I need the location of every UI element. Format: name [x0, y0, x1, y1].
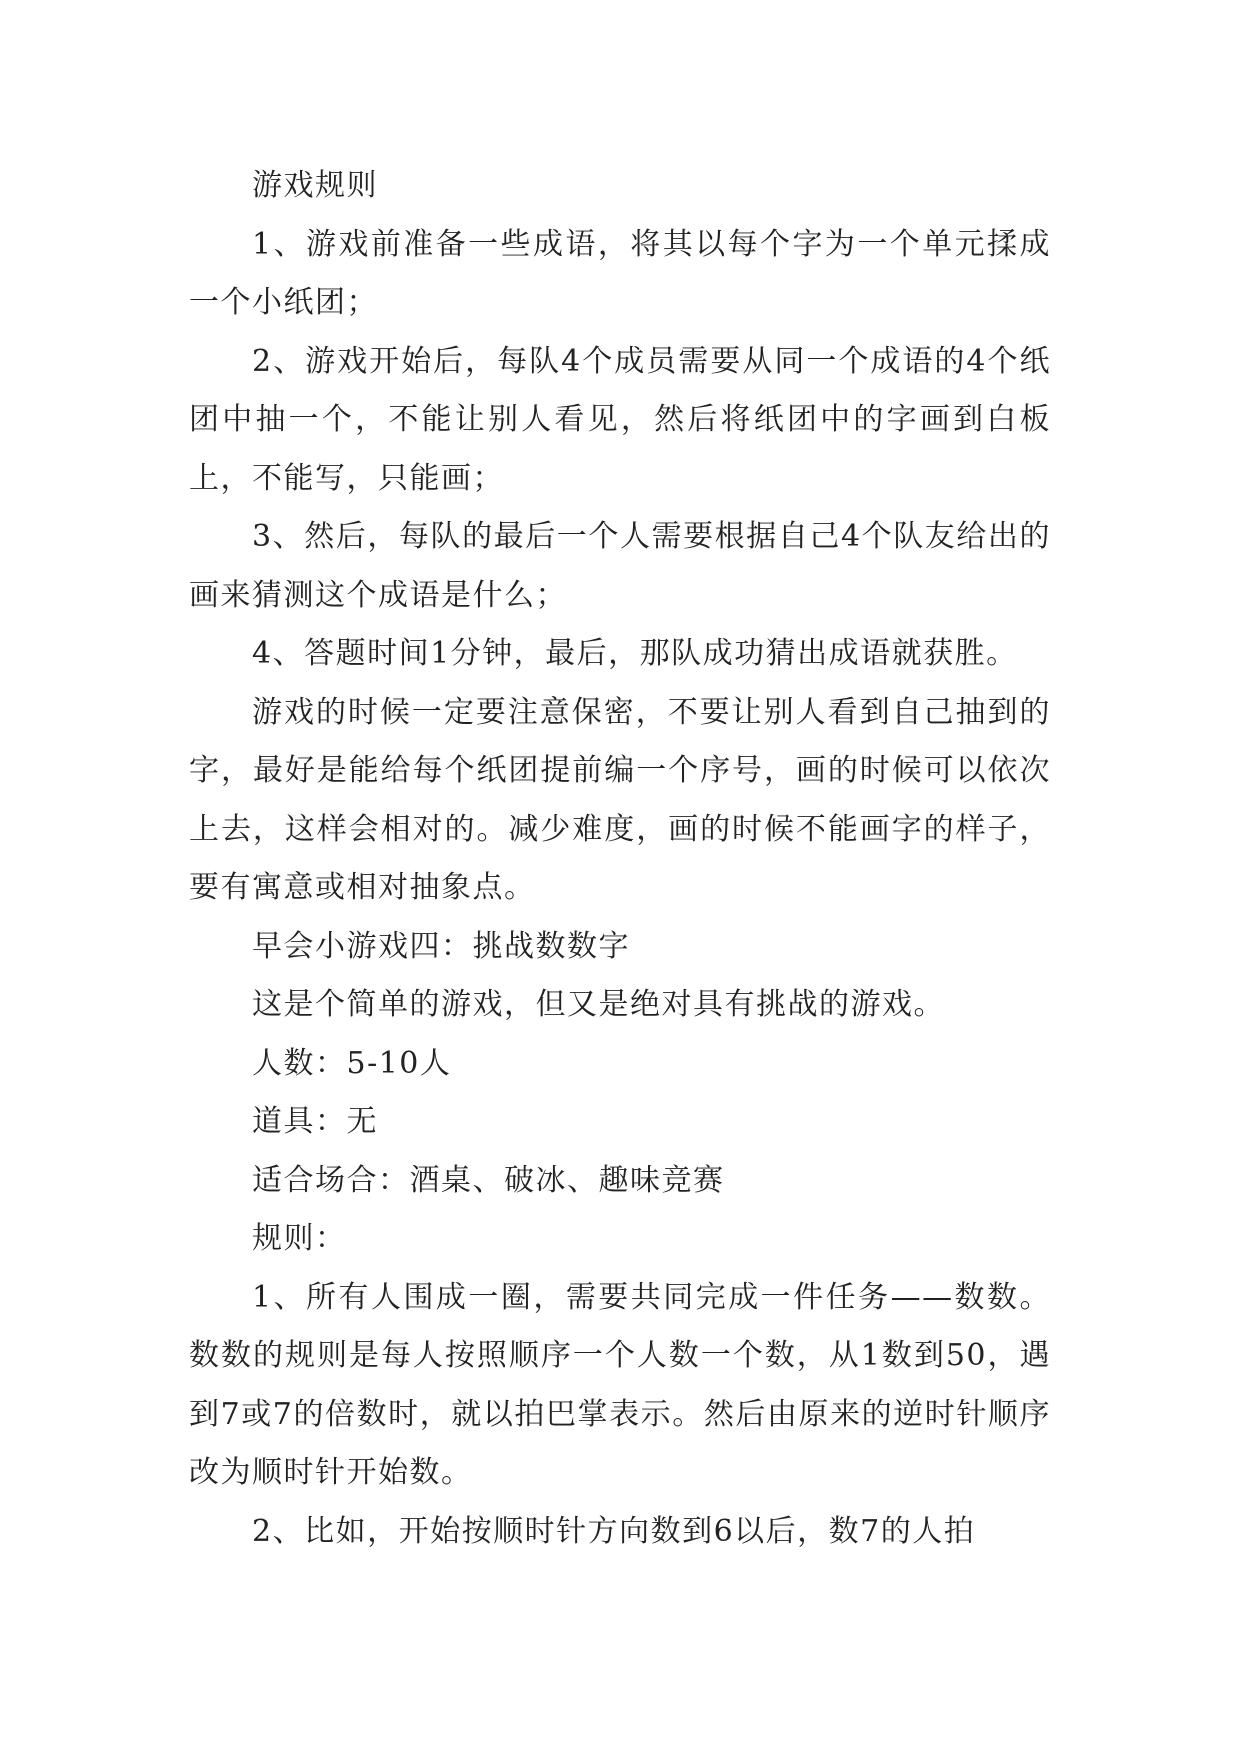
players-line: 人数：5-10人: [252, 1045, 452, 1081]
intro-paragraph: 这是个简单的游戏，但又是绝对具有挑战的游戏。: [252, 987, 945, 1022]
section-heading-game-rules: 游戏规则: [252, 168, 378, 203]
section-heading-game-four: 早会小游戏四：挑战数数字: [252, 928, 630, 964]
document-body: [189, 157, 1051, 1561]
rule-paragraph-3: 3、然后，每队的最后一个人需要根据自己4个队友给出的画来猜测这个成语是什么；: [189, 519, 1051, 613]
rule-paragraph-2: 2、游戏开始后，每队4个成员需要从同一个成语的4个纸团中抽一个，不能让别人看见，然后将纸团中的字画到白板上，不能写，只能画；: [189, 343, 1051, 496]
rule-paragraph-4: 4、答题时间1分钟，最后，那队成功猜出成语就获胜。: [252, 636, 1018, 671]
tips-paragraph: 游戏的时候一定要注意保密，不要让别人看到自己抽到的字，最好是能给每个纸团提前编一个序号，画的时候可以依次上去，这样会相对的。减少难度，画的时候不能画字的样子，要有寓意或相对抽象点。: [189, 694, 1051, 905]
rules-heading: 规则：: [252, 1221, 347, 1256]
counting-rule-paragraph-2: 2、比如，开始按顺时针方向数到6以后，数7的人拍: [252, 1513, 976, 1549]
rule-paragraph-1: 1、游戏前准备一些成语，将其以每个字为一个单元揉成一个小纸团；: [189, 226, 1051, 320]
counting-rule-paragraph-1: 1、所有人围成一圈，需要共同完成一件任务——数数。数数的规则是每人按照顺序一个人数一个数，从1数到50，遇到7或7的倍数时，就以拍巴掌表示。然后由原来的逆时针顺序改为顺时针开始数。: [189, 1279, 1051, 1490]
props-line: 道具：无: [252, 1104, 378, 1139]
occasion-line: 适合场合：酒桌、破冰、趣味竞赛: [252, 1162, 725, 1198]
